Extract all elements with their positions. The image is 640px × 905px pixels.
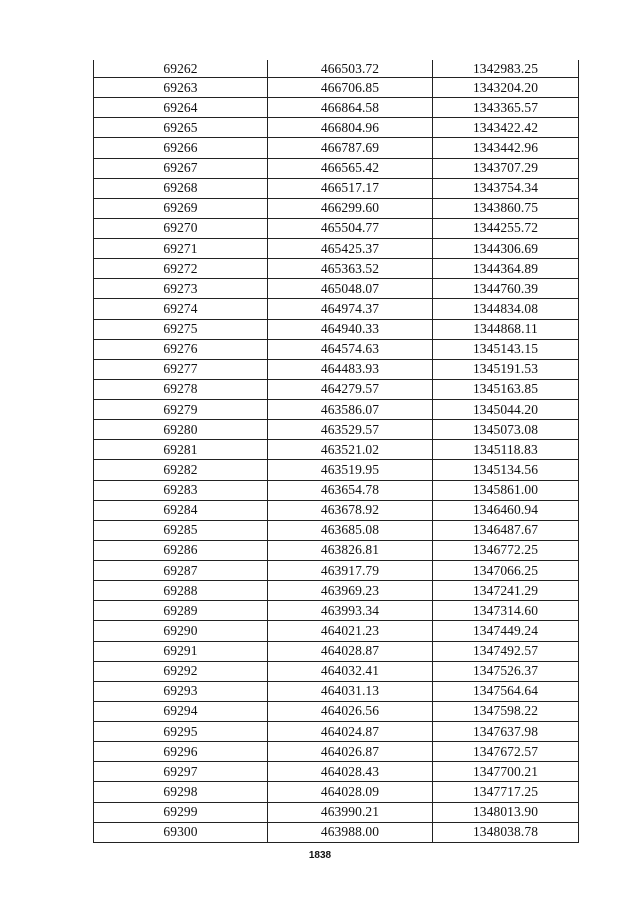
- point-id-cell: 69300: [94, 823, 268, 842]
- table-row: [94, 159, 578, 179]
- y-coordinate-cell: 1347526.37: [472, 663, 539, 679]
- y-coordinate-cell: 1344834.08: [472, 300, 539, 316]
- point-id-cell: 69291: [94, 642, 268, 661]
- point-id-cell: 69280: [94, 420, 268, 439]
- y-coordinate-cell: 1345191.53: [472, 361, 539, 377]
- y-coordinate-cell: 1346772.25: [472, 542, 539, 558]
- table-row: [94, 239, 578, 259]
- x-coordinate-cell: 464032.41: [268, 662, 433, 681]
- coordinate-table: [93, 60, 579, 843]
- point-id-cell: 69279: [94, 400, 268, 419]
- table-row: [94, 501, 578, 521]
- point-id-cell: 69286: [94, 541, 268, 560]
- table-row: [94, 380, 578, 400]
- y-coordinate-cell: 1347598.22: [472, 703, 539, 719]
- table-row: [94, 440, 578, 460]
- point-id-cell: 69297: [94, 762, 268, 781]
- table-row: [94, 782, 578, 802]
- x-coordinate-cell: 466787.69: [268, 138, 433, 157]
- point-id-cell: 69292: [94, 662, 268, 681]
- table-row: [94, 682, 578, 702]
- y-coordinate-cell: 1347066.25: [472, 562, 539, 578]
- point-id-cell: 69262: [94, 60, 268, 77]
- y-coordinate-cell: 1346487.67: [472, 522, 539, 538]
- table-row: [94, 360, 578, 380]
- x-coordinate-cell: 464940.33: [268, 320, 433, 339]
- table-row: [94, 481, 578, 501]
- x-coordinate-cell: 466299.60: [268, 199, 433, 218]
- x-coordinate-cell: 464974.37: [268, 299, 433, 318]
- table-row: [94, 138, 578, 158]
- y-coordinate-cell: 1348038.78: [472, 824, 539, 840]
- point-id-cell: 69269: [94, 199, 268, 218]
- point-id-cell: 69298: [94, 782, 268, 801]
- table-row: [94, 400, 578, 420]
- point-id-cell: 69285: [94, 521, 268, 540]
- x-coordinate-cell: 463969.23: [268, 581, 433, 600]
- point-id-cell: 69270: [94, 219, 268, 238]
- x-coordinate-cell: 465048.07: [268, 279, 433, 298]
- y-coordinate-cell: 1343422.42: [472, 119, 539, 135]
- point-id-cell: 69294: [94, 702, 268, 721]
- table-row: [94, 118, 578, 138]
- point-id-cell: 69265: [94, 118, 268, 137]
- x-coordinate-cell: 465504.77: [268, 219, 433, 238]
- y-coordinate-cell: 1344306.69: [472, 240, 539, 256]
- y-coordinate-cell: 1344255.72: [472, 220, 539, 236]
- table-row: [94, 521, 578, 541]
- y-coordinate-cell: 1343860.75: [472, 200, 539, 216]
- y-coordinate-cell: 1347700.21: [472, 763, 539, 779]
- x-coordinate-cell: 463529.57: [268, 420, 433, 439]
- point-id-cell: 69264: [94, 98, 268, 117]
- point-id-cell: 69288: [94, 581, 268, 600]
- point-id-cell: 69289: [94, 601, 268, 620]
- point-id-cell: 69267: [94, 159, 268, 178]
- point-id-cell: 69273: [94, 279, 268, 298]
- y-coordinate-cell: 1345118.83: [473, 441, 538, 457]
- point-id-cell: 69296: [94, 742, 268, 761]
- x-coordinate-cell: 465425.37: [268, 239, 433, 258]
- y-coordinate-cell: 1343707.29: [472, 160, 539, 176]
- y-coordinate-cell: 1344760.39: [472, 280, 539, 296]
- table-row: [94, 340, 578, 360]
- y-coordinate-cell: 1347564.64: [472, 683, 539, 699]
- x-coordinate-cell: 466503.72: [268, 60, 433, 77]
- page-number: 1838: [308, 850, 332, 861]
- point-id-cell: 69281: [94, 440, 268, 459]
- x-coordinate-cell: 464026.56: [268, 702, 433, 721]
- y-coordinate-cell: 1347637.98: [472, 723, 539, 739]
- table-row: [94, 662, 578, 682]
- x-coordinate-cell: 463993.34: [268, 601, 433, 620]
- table-row: [94, 702, 578, 722]
- table-row: [94, 420, 578, 440]
- table-row: [94, 541, 578, 561]
- point-id-cell: 69274: [94, 299, 268, 318]
- y-coordinate-cell: 1348013.90: [472, 804, 539, 820]
- y-coordinate-cell: 1346460.94: [472, 502, 539, 518]
- x-coordinate-cell: 464483.93: [268, 360, 433, 379]
- y-coordinate-cell: 1345073.08: [472, 421, 539, 437]
- table-row: [94, 601, 578, 621]
- y-coordinate-cell: 1345044.20: [472, 401, 539, 417]
- x-coordinate-cell: 466565.42: [268, 159, 433, 178]
- y-coordinate-cell: 1344868.11: [473, 321, 538, 337]
- point-id-cell: 69293: [94, 682, 268, 701]
- y-coordinate-cell: 1343442.96: [472, 139, 539, 155]
- table-row: [94, 259, 578, 279]
- table-row: [94, 742, 578, 762]
- y-coordinate-cell: 1342983.25: [472, 60, 539, 76]
- y-coordinate-cell: 1344364.89: [472, 260, 539, 276]
- y-coordinate-cell: 1345134.56: [472, 461, 539, 477]
- point-id-cell: 69275: [94, 320, 268, 339]
- table-row: [94, 299, 578, 319]
- point-id-cell: 69276: [94, 340, 268, 359]
- y-coordinate-cell: 1345861.00: [472, 482, 539, 498]
- point-id-cell: 69283: [94, 481, 268, 500]
- x-coordinate-cell: 464574.63: [268, 340, 433, 359]
- table-row: [94, 803, 578, 823]
- x-coordinate-cell: 464026.87: [268, 742, 433, 761]
- y-coordinate-cell: 1347449.24: [472, 622, 539, 638]
- x-coordinate-cell: 464028.87: [268, 642, 433, 661]
- table-row: [94, 199, 578, 219]
- table-row: [94, 279, 578, 299]
- x-coordinate-cell: 463826.81: [268, 541, 433, 560]
- x-coordinate-cell: 463917.79: [268, 561, 433, 580]
- y-coordinate-cell: 1347241.29: [472, 582, 539, 598]
- point-id-cell: 69263: [94, 78, 268, 97]
- x-coordinate-cell: 466864.58: [268, 98, 433, 117]
- table-row: [94, 722, 578, 742]
- table-row: [94, 460, 578, 480]
- y-coordinate-cell: 1347492.57: [472, 643, 539, 659]
- x-coordinate-cell: 466517.17: [268, 179, 433, 198]
- y-coordinate-cell: 1347717.25: [472, 783, 539, 799]
- table-row: [94, 621, 578, 641]
- point-id-cell: 69272: [94, 259, 268, 278]
- point-id-cell: 69284: [94, 501, 268, 520]
- x-coordinate-cell: 463678.92: [268, 501, 433, 520]
- x-coordinate-cell: 466804.96: [268, 118, 433, 137]
- y-coordinate-cell: 1347672.57: [472, 743, 539, 759]
- point-id-cell: 69295: [94, 722, 268, 741]
- x-coordinate-cell: 464024.87: [268, 722, 433, 741]
- table-row: [94, 98, 578, 118]
- point-id-cell: 69266: [94, 138, 268, 157]
- x-coordinate-cell: 464028.43: [268, 762, 433, 781]
- y-coordinate-cell: 1343365.57: [472, 99, 539, 115]
- point-id-cell: 69268: [94, 179, 268, 198]
- x-coordinate-cell: 466706.85: [268, 78, 433, 97]
- x-coordinate-cell: 464028.09: [268, 782, 433, 801]
- point-id-cell: 69277: [94, 360, 268, 379]
- table-row: [94, 581, 578, 601]
- point-id-cell: 69287: [94, 561, 268, 580]
- x-coordinate-cell: 463990.21: [268, 803, 433, 822]
- x-coordinate-cell: 463654.78: [268, 481, 433, 500]
- point-id-cell: 69290: [94, 621, 268, 640]
- point-id-cell: 69271: [94, 239, 268, 258]
- x-coordinate-cell: 464279.57: [268, 380, 433, 399]
- x-coordinate-cell: 464021.23: [268, 621, 433, 640]
- table-row: [94, 762, 578, 782]
- x-coordinate-cell: 464031.13: [268, 682, 433, 701]
- x-coordinate-cell: 463988.00: [268, 823, 433, 842]
- table-row: [94, 60, 578, 78]
- table-row: [94, 179, 578, 199]
- point-id-cell: 69282: [94, 460, 268, 479]
- table-row: [94, 78, 578, 98]
- y-coordinate-cell: 1345163.85: [472, 381, 539, 397]
- table-row: [94, 823, 578, 843]
- table-row: [94, 320, 578, 340]
- y-coordinate-cell: 1347314.60: [472, 602, 539, 618]
- table-row: [94, 642, 578, 662]
- point-id-cell: 69278: [94, 380, 268, 399]
- x-coordinate-cell: 463521.02: [268, 440, 433, 459]
- x-coordinate-cell: 463519.95: [268, 460, 433, 479]
- y-coordinate-cell: 1343204.20: [472, 79, 539, 95]
- table-row: [94, 219, 578, 239]
- point-id-cell: 69299: [94, 803, 268, 822]
- table-row: [94, 561, 578, 581]
- y-coordinate-cell: 1345143.15: [472, 341, 539, 357]
- y-coordinate-cell: 1343754.34: [472, 180, 539, 196]
- x-coordinate-cell: 463586.07: [268, 400, 433, 419]
- x-coordinate-cell: 463685.08: [268, 521, 433, 540]
- x-coordinate-cell: 465363.52: [268, 259, 433, 278]
